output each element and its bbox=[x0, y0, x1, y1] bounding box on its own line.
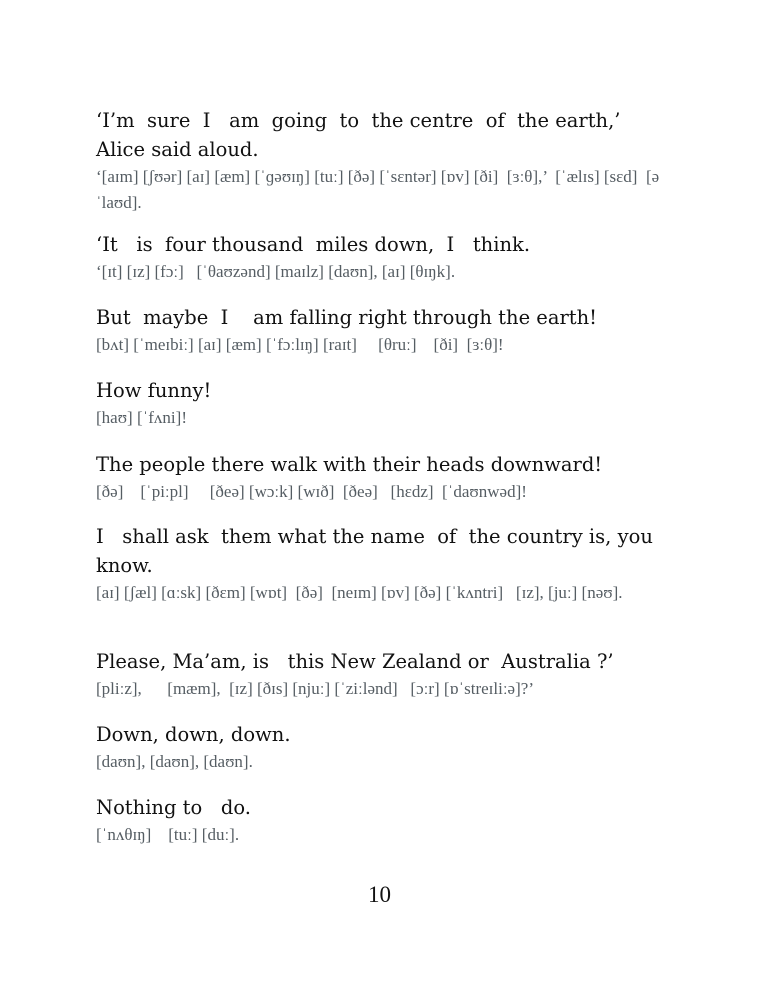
line-pair bbox=[96, 647, 671, 702]
line-pair bbox=[96, 106, 671, 216]
ipa-transcription: ‘[aɪm] [ʃʊər] [aɪ] [æm] [ˈɡəʊɪŋ] [tuː] [ðə] [ˈsɛntər] [ɒv] [ði] [ɜːθ],’ [ˈælɪs] [sɛd] [əˈlaʊd]. bbox=[96, 167, 660, 212]
english-sentence: The people there walk with their heads downward! bbox=[96, 453, 603, 476]
line-pair bbox=[96, 450, 671, 505]
english-sentence: How funny! bbox=[96, 379, 212, 402]
english-sentence: But maybe I am falling right through the earth! bbox=[96, 306, 598, 329]
line-pair bbox=[96, 376, 671, 431]
line-pair bbox=[96, 230, 671, 285]
ipa-transcription: ‘[ɪt] [ɪz] [fɔː] [ˈθaʊzənd] [maɪlz] [daʊn], [aɪ] [θɪŋk]. bbox=[96, 262, 456, 281]
page-number: 10 bbox=[368, 882, 391, 907]
line-pair bbox=[96, 720, 671, 775]
english-sentence: Please, Ma’am, is this New Zealand or Australia ?’ bbox=[96, 650, 614, 673]
ipa-transcription: [ˈnʌθɪŋ] [tuː] [duː]. bbox=[96, 825, 240, 844]
ipa-transcription: [bʌt] [ˈmeɪbiː] [aɪ] [æm] [ˈfɔːlɪŋ] [raɪt] [θruː] [ði] [ɜːθ]! bbox=[96, 335, 504, 354]
english-sentence: I shall ask them what the name of the country is, you know. bbox=[96, 525, 660, 577]
ipa-transcription: [ðə] [ˈpiːpl] [ðeə] [wɔːk] [wɪð] [ðeə] [hɛdz] [ˈdaʊnwəd]! bbox=[96, 482, 527, 501]
line-pair bbox=[96, 793, 671, 848]
line-pair bbox=[96, 522, 671, 606]
ipa-transcription: [pliːz], [mæm], [ɪz] [ðɪs] [njuː] [ˈziːlənd] [ɔːr] [ɒˈstreɪliːə]?’ bbox=[96, 679, 534, 698]
english-sentence: Down, down, down. bbox=[96, 723, 291, 746]
ipa-transcription: [daʊn], [daʊn], [daʊn]. bbox=[96, 752, 253, 771]
english-sentence: ‘It is four thousand miles down, I think. bbox=[96, 233, 531, 256]
ipa-transcription: [haʊ] [ˈfʌni]! bbox=[96, 408, 187, 427]
english-sentence: ‘I’m sure I am going to the centre of the earth,’ Alice said aloud. bbox=[96, 109, 627, 161]
english-sentence: Nothing to do. bbox=[96, 796, 251, 819]
line-pair bbox=[96, 303, 671, 358]
ipa-transcription: [aɪ] [ʃæl] [ɑːsk] [ðɛm] [wɒt] [ðə] [neɪm] [ɒv] [ðə] [ˈkʌntri] [ɪz], [juː] [nəʊ]. bbox=[96, 583, 623, 602]
